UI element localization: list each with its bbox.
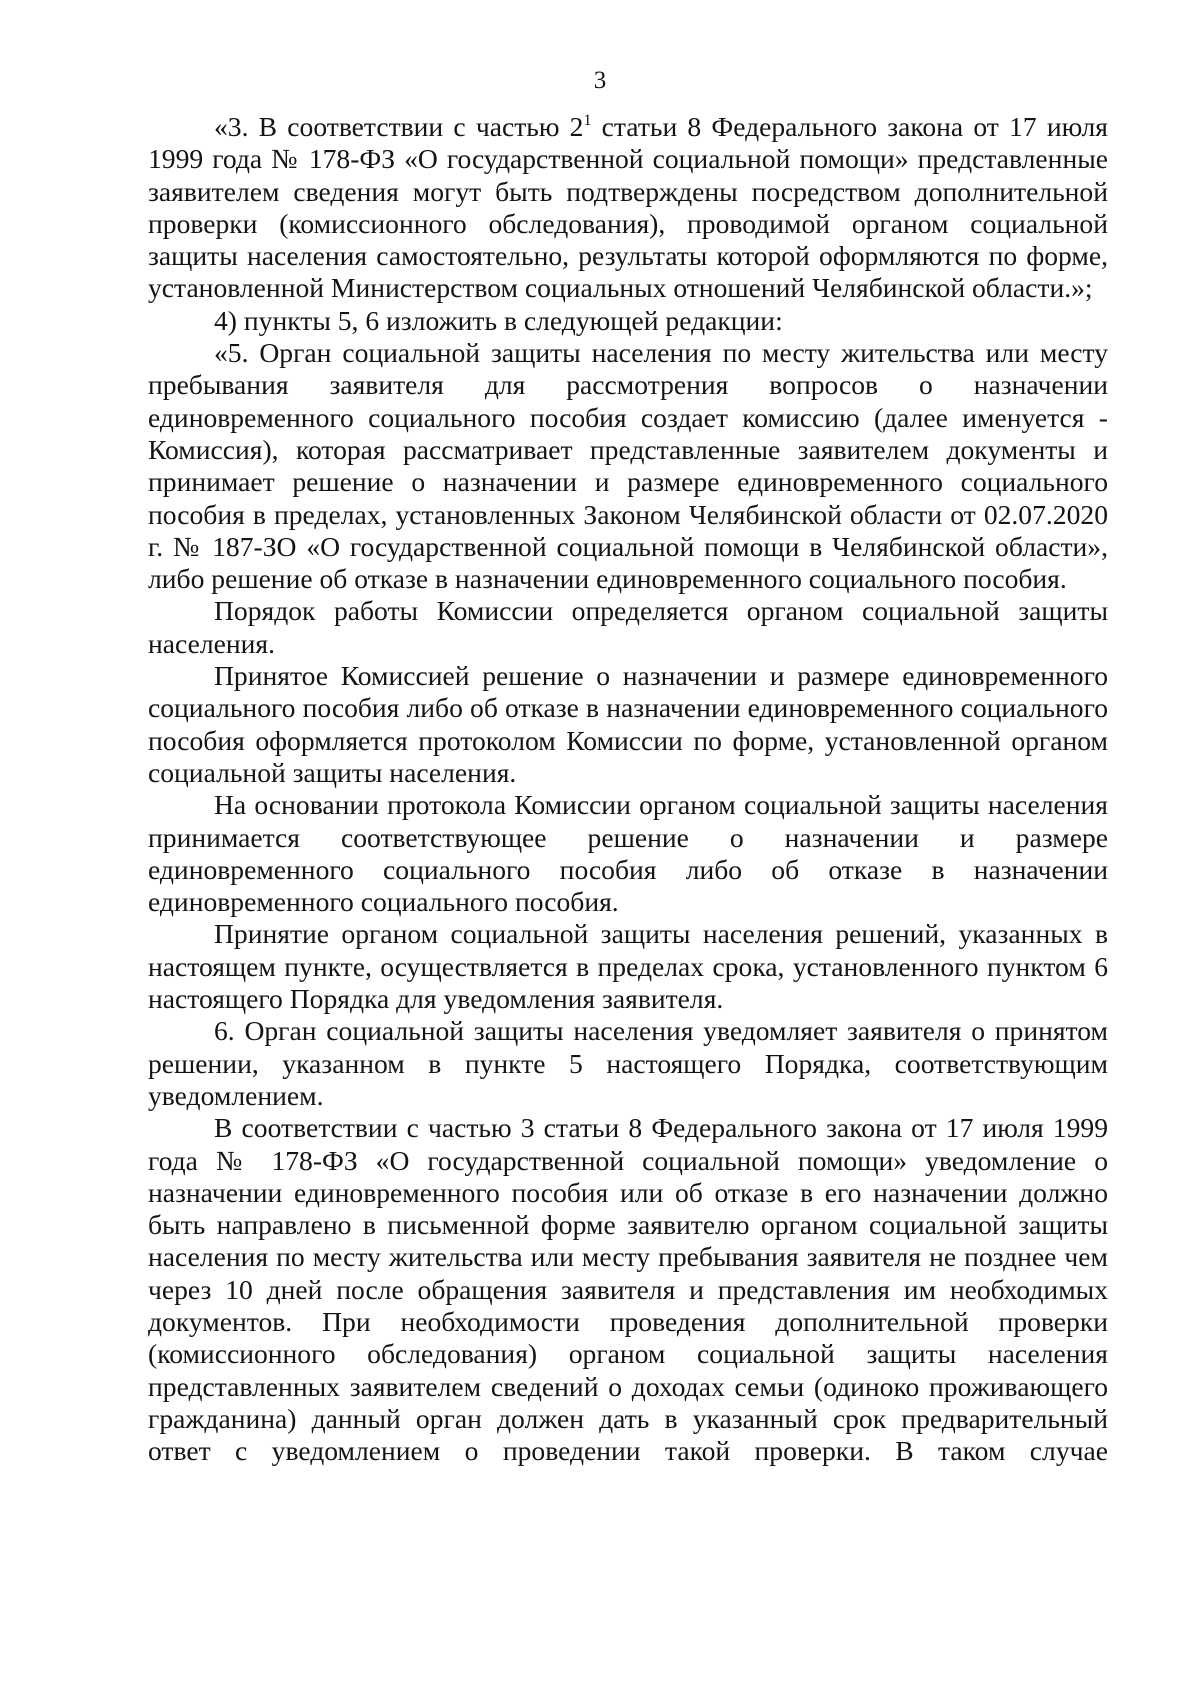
document-body (148, 111, 1108, 1467)
superscript-index: 1 (583, 112, 592, 129)
paragraph-3-text-end: статьи 8 Федерального закона от 17 июля 1999 года № 178-ФЗ «О государственной социальной помощи» представленные заявителем сведения могут быть подтверждены посредством дополнительной проверки (комиссионного обследования), проводимой органом социальной защиты населения самостоятельно, результаты которой оформляются по форме, установленной Министерством социальных отношений Челябинской области.»; (148, 111, 1108, 304)
paragraph-item-4: 4) пункты 5, 6 изложить в следующей редакции: (214, 304, 783, 336)
paragraph-notification-terms: В соответствии с частью 3 статьи 8 Федерального закона от 17 июля 1999 года № 178-ФЗ «О государственной социальной помощи» уведомление о назначении единовременного пособия или об отказе в его назначении должно быть направлено в письменной форме заявителю органом социальной защиты населения по месту жительства или месту пребывания заявителя не позднее чем через 10 дней после обращения заявителя и представления им необходимых документов. При необходимости проведения дополнительной проверки (комиссионного обследования) органом социальной защиты населения представленных заявителем сведений о доходах семьи (одиноко проживающего гражданина) данный орган должен дать в указанный срок предварительный ответ с уведомлением о проведении такой проверки. В таком случае (148, 1112, 1108, 1467)
paragraph-commission-procedure: Порядок работы Комиссии определяется органом социальной защиты населения. (148, 595, 1108, 659)
paragraph-protocol-basis: На основании протокола Комиссии органом социальной защиты населения принимается соответствующее решение о назначении и размере единовременного социального пособия либо об отказе в назначении единовременного социального пособия. (148, 789, 1108, 918)
page-number: 3 (593, 67, 607, 94)
paragraph-commission-decision: Принятое Комиссией решение о назначении и размере единовременного социального пособия либо об отказе в назначении единовременного социального пособия оформляется протоколом Комиссии по форме, установленной органом социальной защиты населения. (148, 660, 1108, 788)
paragraph-3-text-start: «3. В соответствии с частью 2 (214, 111, 584, 142)
paragraph-6: 6. Орган социальной защиты населения уведомляет заявителя о принятом решении, указанном в пункте 5 настоящего Порядка, соответствующим уведомлением. (148, 1015, 1108, 1111)
paragraph-3 (148, 111, 1108, 305)
paragraph-5: «5. Орган социальной защиты населения по месту жительства или месту пребывания заявителя для рассмотрения вопросов о назначении единовременного социального пособия создает комиссию (далее именуется - Комиссия), которая рассматривает представленные заявителем документы и принимает решение о назначении и размере единовременного социального пособия в пределах, установленных Законом Челябинской области от 02.07.2020 г. № 187-ЗО «О государственной социальной помощи в Челябинской области», либо решение об отказе в назначении единовременного социального пособия. (148, 337, 1108, 595)
paragraph-decision-deadline: Принятие органом социальной защиты населения решений, указанных в настоящем пункте, осуществляется в пределах срока, установленного пунктом 6 настоящего Порядка для уведомления заявителя. (148, 918, 1108, 1015)
